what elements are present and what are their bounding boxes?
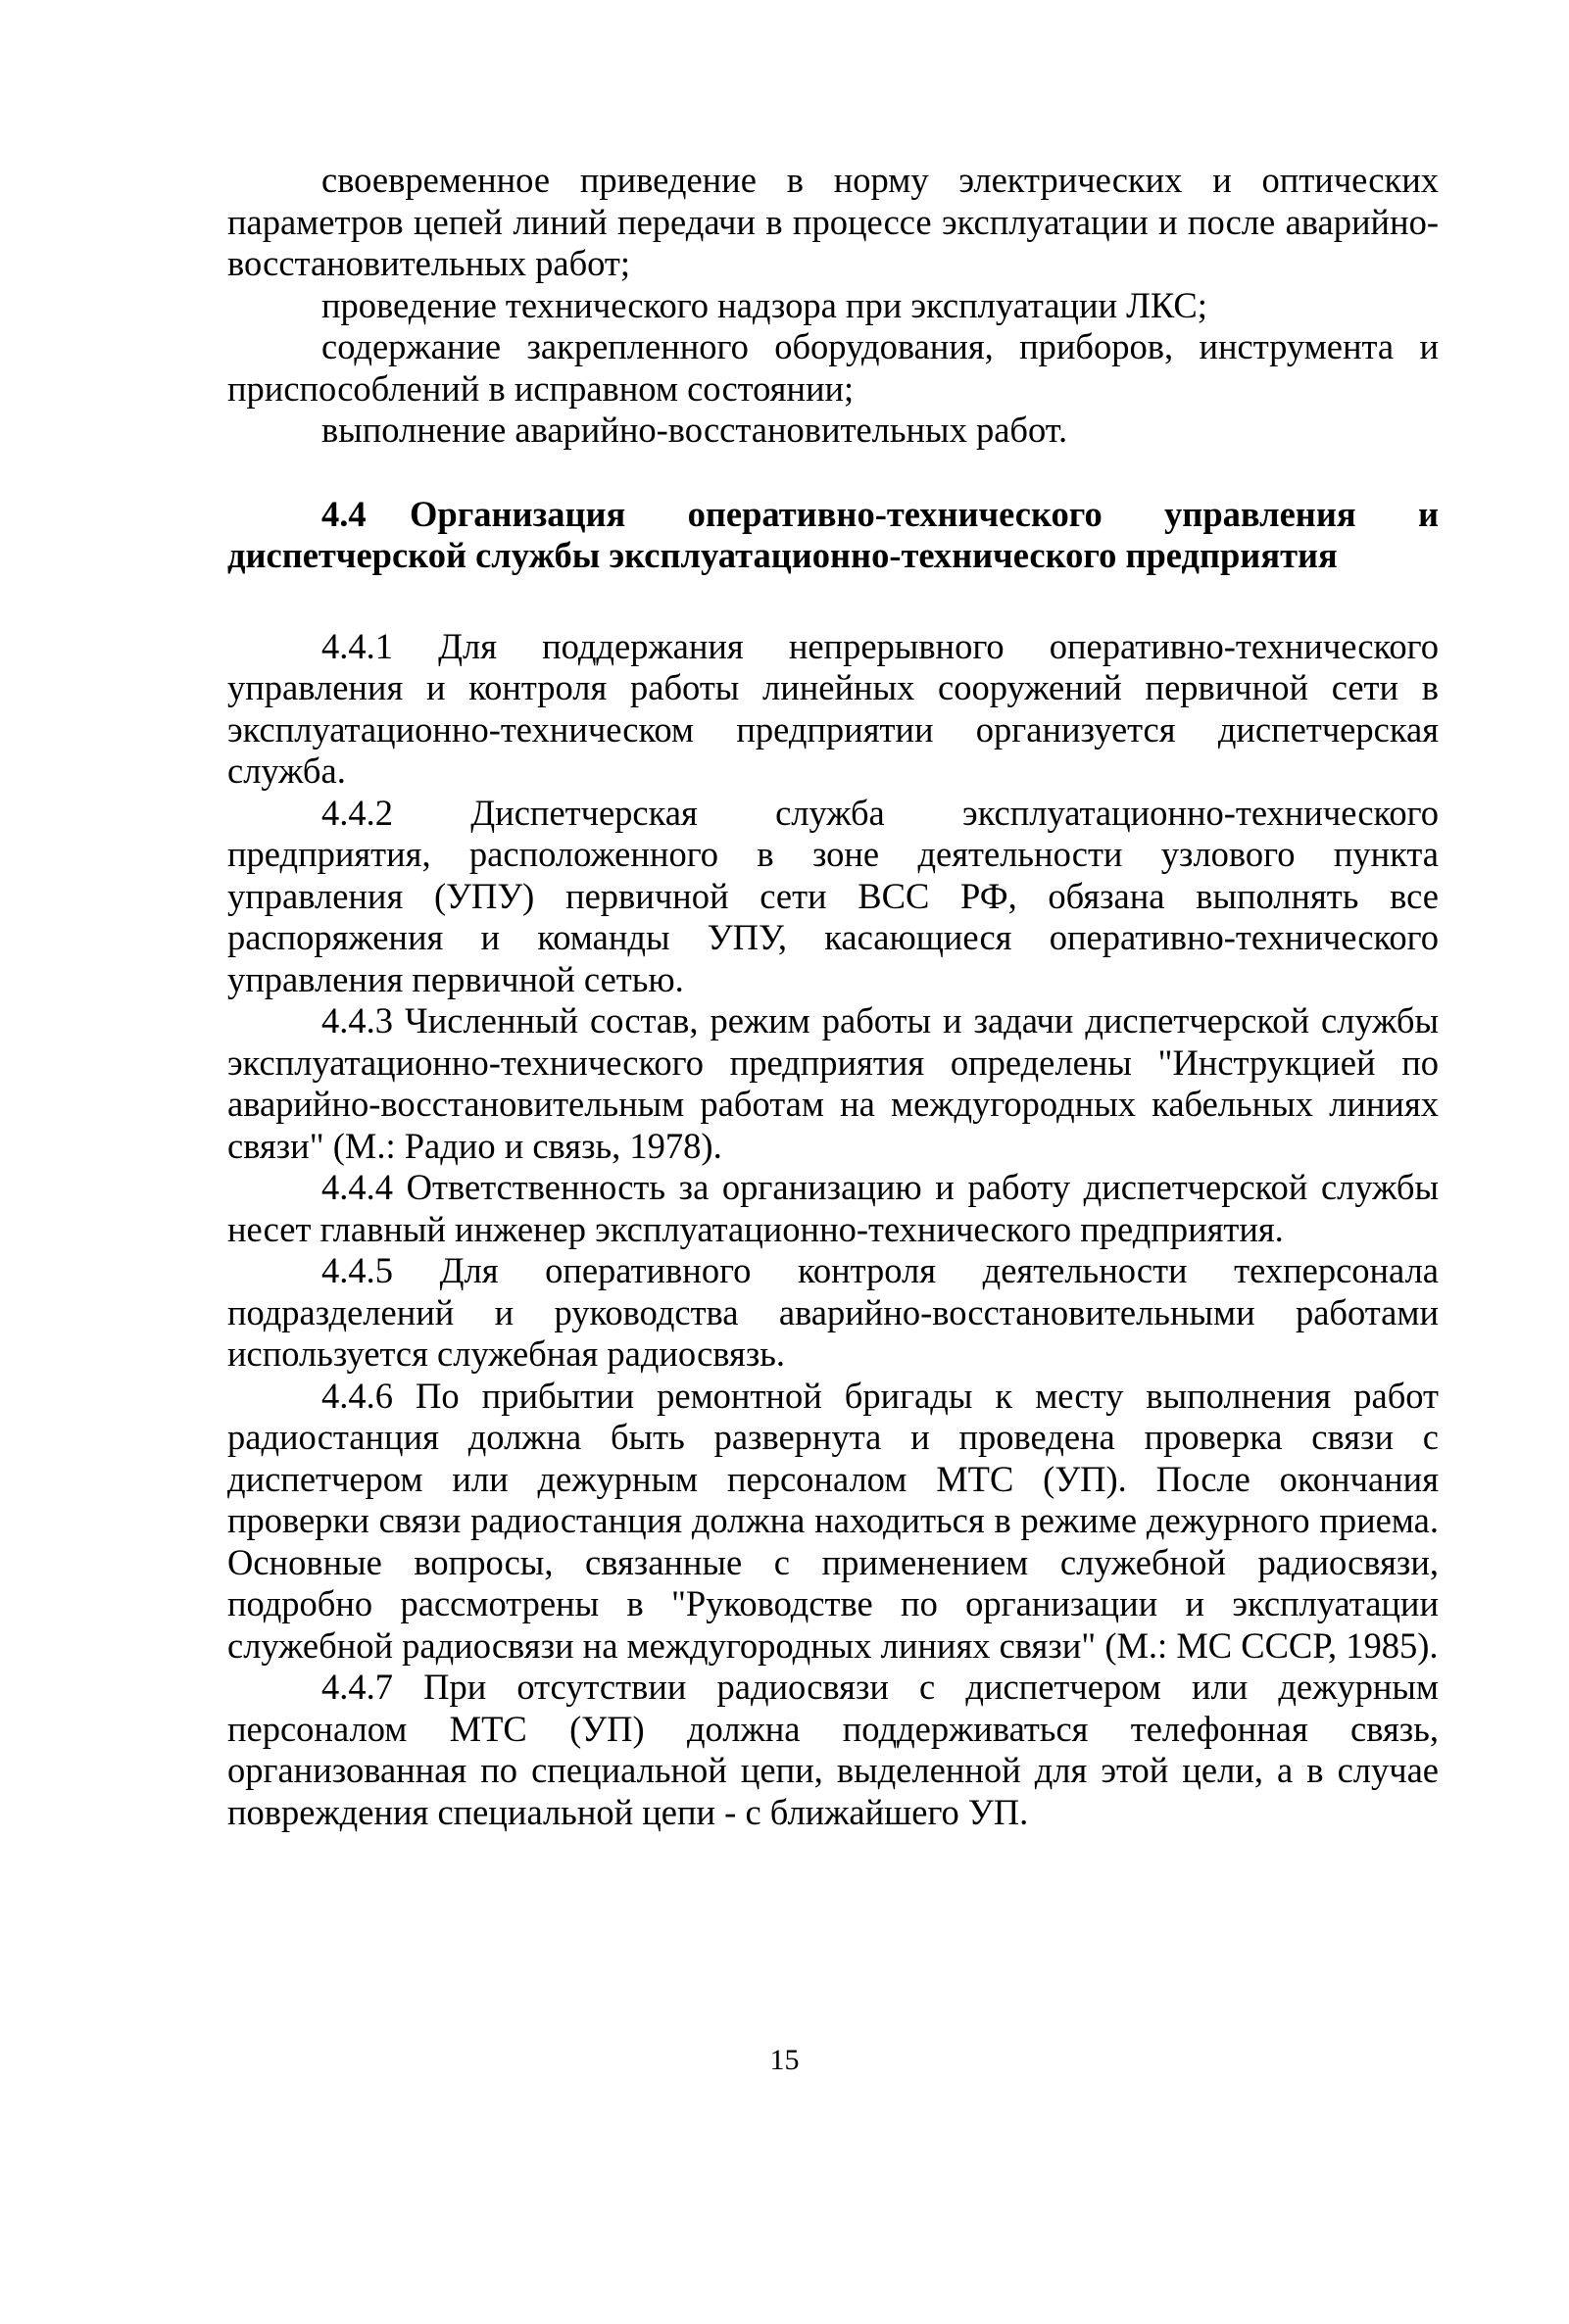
paragraph-4-4-2: 4.4.2 Диспетчерская служба эксплуатационно-технического предприятия, расположенного в зоне деятельности узлового пункта управления (УПУ) первичной сети ВСС РФ, обязана выполнять все распоряжения и команды УПУ, касающиеся оперативно-технического управления первичной сетью. xyxy=(227,792,1439,999)
section-heading xyxy=(227,494,1439,577)
paragraph-4-4-4: 4.4.4 Ответственность за организацию и работу диспетчерской службы несет главный инженер эксплуатационно-технического предприятия. xyxy=(227,1167,1439,1249)
paragraph-4-4-5: 4.4.5 Для оперативного контроля деятельности техперсонала подразделений и руководства аварийно-восстановительными работами используется служебная радиосвязь. xyxy=(227,1250,1439,1374)
section-title: Организация оперативно-технического управления и диспетчерской службы эксплуатационно-технического предприятия xyxy=(227,493,1439,575)
page-number: 15 xyxy=(769,2044,800,2076)
paragraph-4-4-1: 4.4.1 Для поддержания непрерывного оперативно-технического управления и контроля работы линейных сооружений первичной сети в эксплуатационно-техническом предприятии организуется диспетчерская служба. xyxy=(227,625,1439,791)
section-number: 4.4 xyxy=(321,493,367,534)
section-body xyxy=(227,626,1439,1834)
intro-item: своевременное приведение в норму электрических и оптических параметров цепей линий передачи в процессе эксплуатации и после аварийно-восстановительных работ; xyxy=(227,160,1439,283)
paragraph-4-4-6: 4.4.6 По прибытии ремонтной бригады к месту выполнения работ радиостанция должна быть развернута и проведена проверка связи с диспетчером или дежурным персоналом МТС (УП). После окончания проверки связи радиостанция должна находиться в режиме дежурного приема. Основные вопросы, связанные с применением служебной радиосвязи, подробно рассмотрены в "Руководстве по организации и эксплуатации служебной радиосвязи на междугородных линиях связи" (М.: МС СССР, 1985). xyxy=(227,1375,1439,1666)
document-page xyxy=(227,160,1439,1833)
intro-list xyxy=(227,160,1439,452)
paragraph-4-4-7: 4.4.7 При отсутствии радиосвязи с диспетчером или дежурным персоналом МТС (УП) должна поддерживаться телефонная связь, организованная по специальной цепи, выделенной для этой цели, а в случае повреждения специальной цепи - с ближайшего УП. xyxy=(227,1667,1439,1832)
intro-item: выполнение аварийно-восстановительных работ. xyxy=(321,410,1068,450)
paragraph-4-4-3: 4.4.3 Численный состав, режим работы и задачи диспетчерской службы эксплуатационно-технического предприятия определены "Инструкцией по аварийно-восстановительным работам на междугородных кабельных линиях связи" (М.: Радио и связь, 1978). xyxy=(227,1000,1439,1166)
intro-item: содержание закрепленного оборудования, приборов, инструмента и приспособлений в исправном состоянии; xyxy=(227,326,1439,409)
intro-item: проведение технического надзора при эксплуатации ЛКС; xyxy=(321,284,1207,325)
